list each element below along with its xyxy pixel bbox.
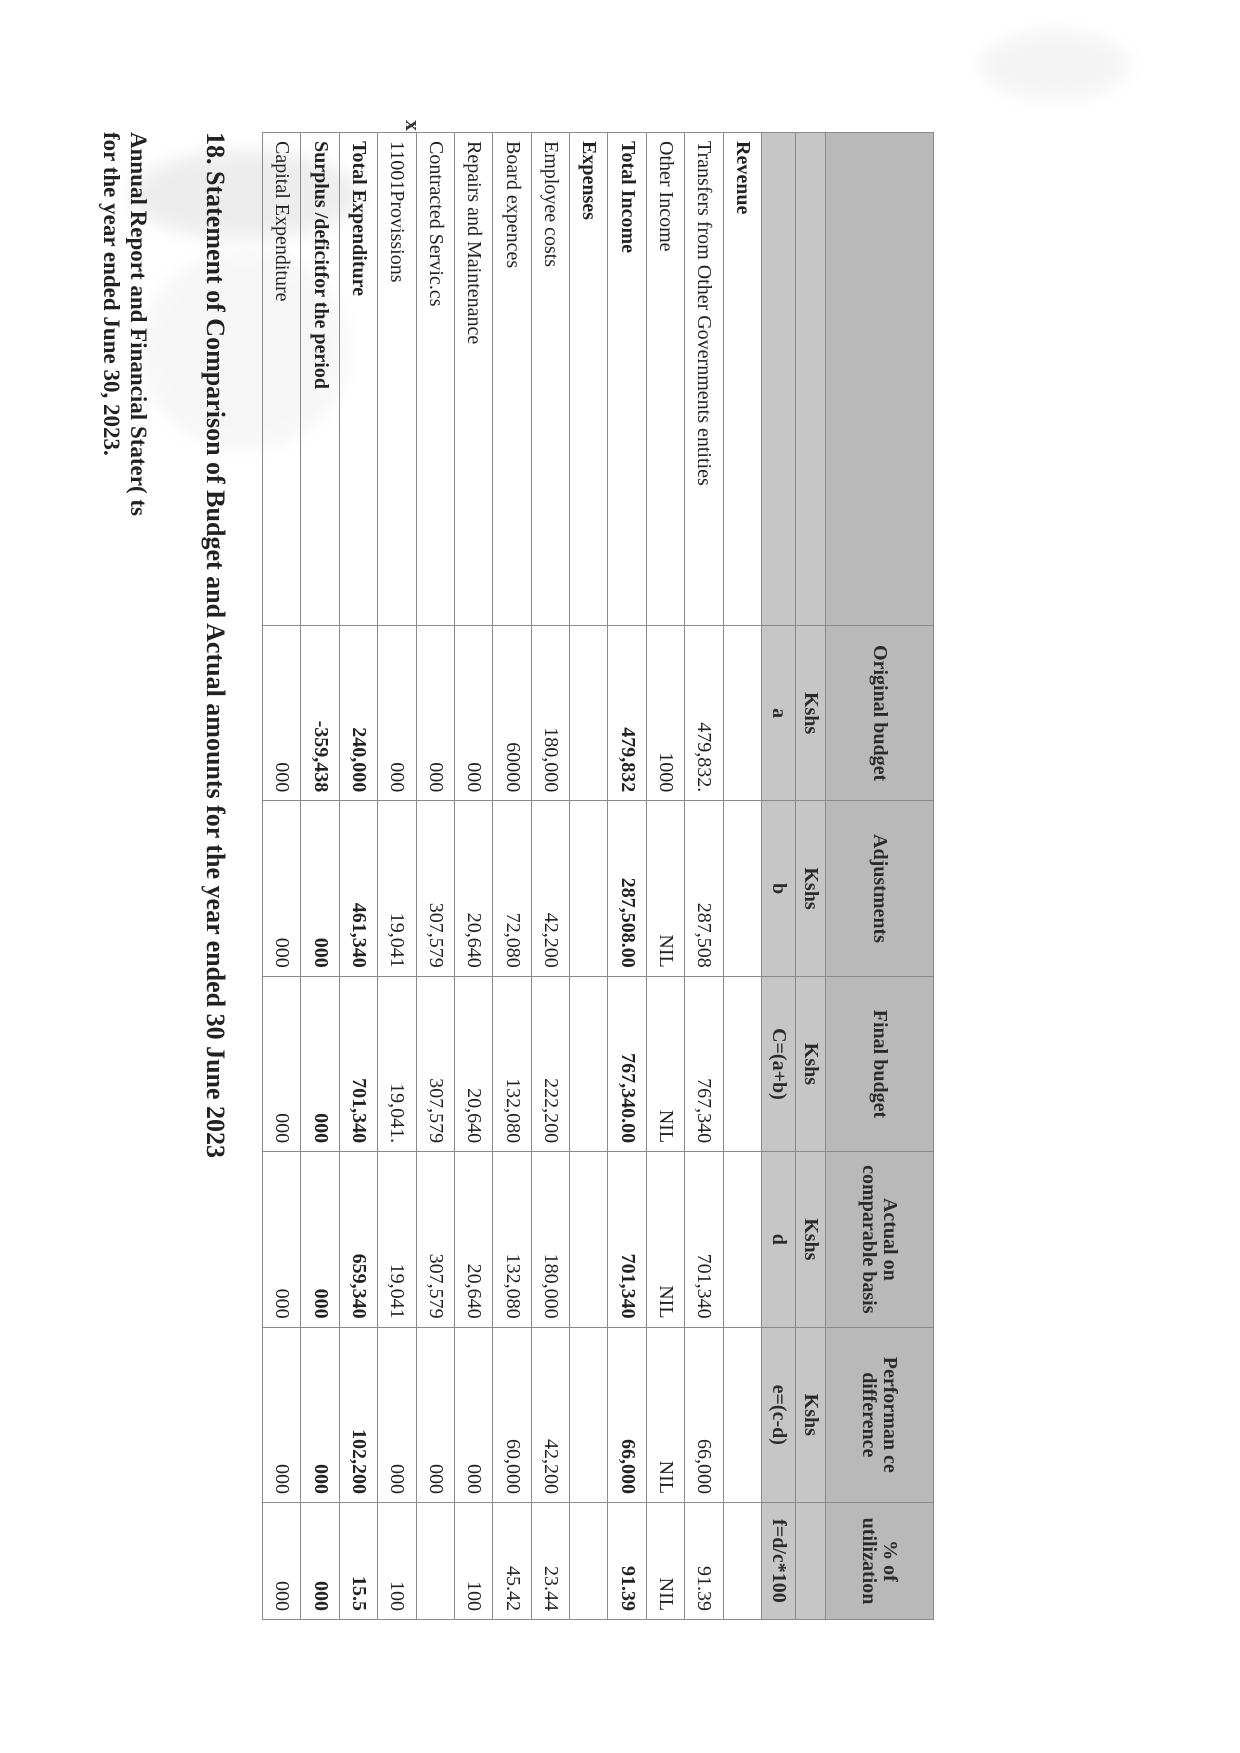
table-cell	[570, 801, 608, 976]
table-cell: 000	[263, 976, 302, 1151]
x-mark: x	[401, 120, 426, 131]
table-cell: 91.39	[685, 1502, 723, 1619]
table-cell: 66,000	[685, 1327, 723, 1502]
table-cell: 91.39	[608, 1502, 646, 1619]
header-line-1: Annual Report and Financial Stater( ts	[126, 132, 151, 516]
column-header	[826, 133, 934, 626]
table-cell: 000	[301, 801, 339, 976]
column-unit: Kshs	[796, 1152, 826, 1327]
table-cell: 000	[301, 976, 339, 1151]
table-cell: 23.44	[531, 1502, 569, 1619]
column-code: d	[762, 1152, 796, 1327]
row-label: Expenses	[570, 133, 608, 626]
row-label: Employee costs	[531, 133, 569, 626]
table-cell: 000	[301, 1327, 339, 1502]
table-cell: 287,508.00	[608, 801, 646, 976]
table-cell: 60000	[493, 625, 531, 800]
table-row	[455, 133, 493, 1620]
column-code: f=d/c*100	[762, 1502, 796, 1619]
table-cell: 767,340.00	[608, 976, 646, 1151]
table-row	[531, 133, 569, 1620]
table-cell: 000	[263, 625, 302, 800]
table-cell: 000	[378, 625, 416, 800]
column-unit	[796, 1502, 826, 1619]
row-label: Total Expenditure	[339, 133, 377, 626]
table-cell	[570, 976, 608, 1151]
column-code: C=(a+b)	[762, 976, 796, 1151]
table-cell: NIL	[646, 1502, 684, 1619]
table-cell: 461,340	[339, 801, 377, 976]
budget-comparison-table-wrap	[262, 132, 934, 1620]
table-cell: 701,340	[608, 1152, 646, 1327]
table-header-row	[826, 133, 934, 1620]
column-unit: Kshs	[796, 625, 826, 800]
table-cell: 659,340	[339, 1152, 377, 1327]
table-code-row	[762, 133, 796, 1620]
table-cell: 102,200	[339, 1327, 377, 1502]
column-header: Adjustments	[826, 801, 934, 976]
table-cell: 20,640	[455, 976, 493, 1151]
table-cell: 180,000	[531, 1152, 569, 1327]
row-label: Capital Expenditure	[263, 133, 302, 626]
table-row	[685, 133, 723, 1620]
table-cell: 307,579	[416, 801, 454, 976]
table-cell: 1000	[646, 625, 684, 800]
table-cell: 132,080	[493, 976, 531, 1151]
table-cell: -359,438	[301, 625, 339, 800]
row-label: Contracted Servic.cs	[416, 133, 454, 626]
table-cell: 307,579	[416, 976, 454, 1151]
column-header: Final budget	[826, 976, 934, 1151]
table-cell: 19,041	[378, 801, 416, 976]
table-row	[339, 133, 377, 1620]
table-cell	[723, 801, 761, 976]
table-cell	[723, 1502, 761, 1619]
row-label: Total Income	[608, 133, 646, 626]
table-cell: 000	[416, 1327, 454, 1502]
column-unit	[796, 133, 826, 626]
table-row	[646, 133, 684, 1620]
table-cell: 20,640	[455, 1152, 493, 1327]
table-cell: 42,200	[531, 1327, 569, 1502]
budget-comparison-table	[262, 132, 934, 1620]
table-body	[263, 133, 762, 1620]
table-cell: 42,200	[531, 801, 569, 976]
table-cell: 240,000	[339, 625, 377, 800]
table-cell	[570, 1327, 608, 1502]
table-cell: 701,340	[339, 976, 377, 1151]
table-cell: 000	[263, 1327, 302, 1502]
table-row	[570, 133, 608, 1620]
table-cell: 60,000	[493, 1327, 531, 1502]
table-cell: 45.42	[493, 1502, 531, 1619]
table-row	[608, 133, 646, 1620]
table-cell	[723, 976, 761, 1151]
table-row	[301, 133, 339, 1620]
table-cell	[570, 1502, 608, 1619]
table-cell: 307,579	[416, 1152, 454, 1327]
table-cell: 479,832.	[685, 625, 723, 800]
table-cell: 20,640	[455, 801, 493, 976]
table-cell	[723, 625, 761, 800]
table-cell: 000	[263, 1502, 302, 1619]
table-cell: 000	[455, 625, 493, 800]
row-label: Transfers from Other Governments entities	[685, 133, 723, 626]
row-label: Surplus /deficitfor the period	[301, 133, 339, 626]
table-row	[263, 133, 302, 1620]
table-cell: 000	[455, 1327, 493, 1502]
column-unit: Kshs	[796, 1327, 826, 1502]
table-cell: 19,041.	[378, 976, 416, 1151]
table-cell	[723, 1327, 761, 1502]
column-code: e=(c-d)	[762, 1327, 796, 1502]
table-cell: 72,080	[493, 801, 531, 976]
table-cell: 287,508	[685, 801, 723, 976]
table-cell: 767,340	[685, 976, 723, 1151]
column-unit: Kshs	[796, 976, 826, 1151]
table-cell: 15.5	[339, 1502, 377, 1619]
table-cell: 66,000	[608, 1327, 646, 1502]
table-cell: 000	[301, 1502, 339, 1619]
row-label: Board expences	[493, 133, 531, 626]
table-cell: NIL	[646, 801, 684, 976]
column-unit: Kshs	[796, 801, 826, 976]
table-cell: 100	[455, 1502, 493, 1619]
table-cell: 19,041	[378, 1152, 416, 1327]
table-cell	[416, 1502, 454, 1619]
table-cell: 000	[416, 625, 454, 800]
table-row	[723, 133, 761, 1620]
table-row	[416, 133, 454, 1620]
section-title: 18. Statement of Comparison of Budget and Actual amounts for the year ended 30 June 2023	[201, 132, 230, 1159]
table-cell: 000	[378, 1327, 416, 1502]
table-cell	[570, 1152, 608, 1327]
row-label: Other Income	[646, 133, 684, 626]
table-cell: 132,080	[493, 1152, 531, 1327]
row-label: 11001Provissions	[378, 133, 416, 626]
table-row	[378, 133, 416, 1620]
row-label: Repairs and Maintenance	[455, 133, 493, 626]
column-code: a	[762, 625, 796, 800]
header-line-2: for the year ended June 30, 2023.	[99, 132, 124, 456]
column-header: Original budget	[826, 625, 934, 800]
table-row	[493, 133, 531, 1620]
column-header: Actual on comparable basis	[826, 1152, 934, 1327]
table-cell	[723, 1152, 761, 1327]
table-cell	[570, 625, 608, 800]
column-code	[762, 133, 796, 626]
table-cell: 479,832	[608, 625, 646, 800]
table-cell: 000	[301, 1152, 339, 1327]
document-header	[98, 132, 152, 516]
table-cell: 000	[263, 1152, 302, 1327]
table-cell: 222,200	[531, 976, 569, 1151]
table-cell: 000	[263, 801, 302, 976]
table-cell: 701,340	[685, 1152, 723, 1327]
table-cell: 180,000	[531, 625, 569, 800]
column-header: % of utilization	[826, 1502, 934, 1619]
column-code: b	[762, 801, 796, 976]
table-cell: NIL	[646, 1152, 684, 1327]
table-cell: 100	[378, 1502, 416, 1619]
column-header: Performan ce difference	[826, 1327, 934, 1502]
table-cell: NIL	[646, 976, 684, 1151]
table-unit-row	[796, 133, 826, 1620]
table-cell: NIL	[646, 1327, 684, 1502]
row-label: Revenue	[723, 133, 761, 626]
